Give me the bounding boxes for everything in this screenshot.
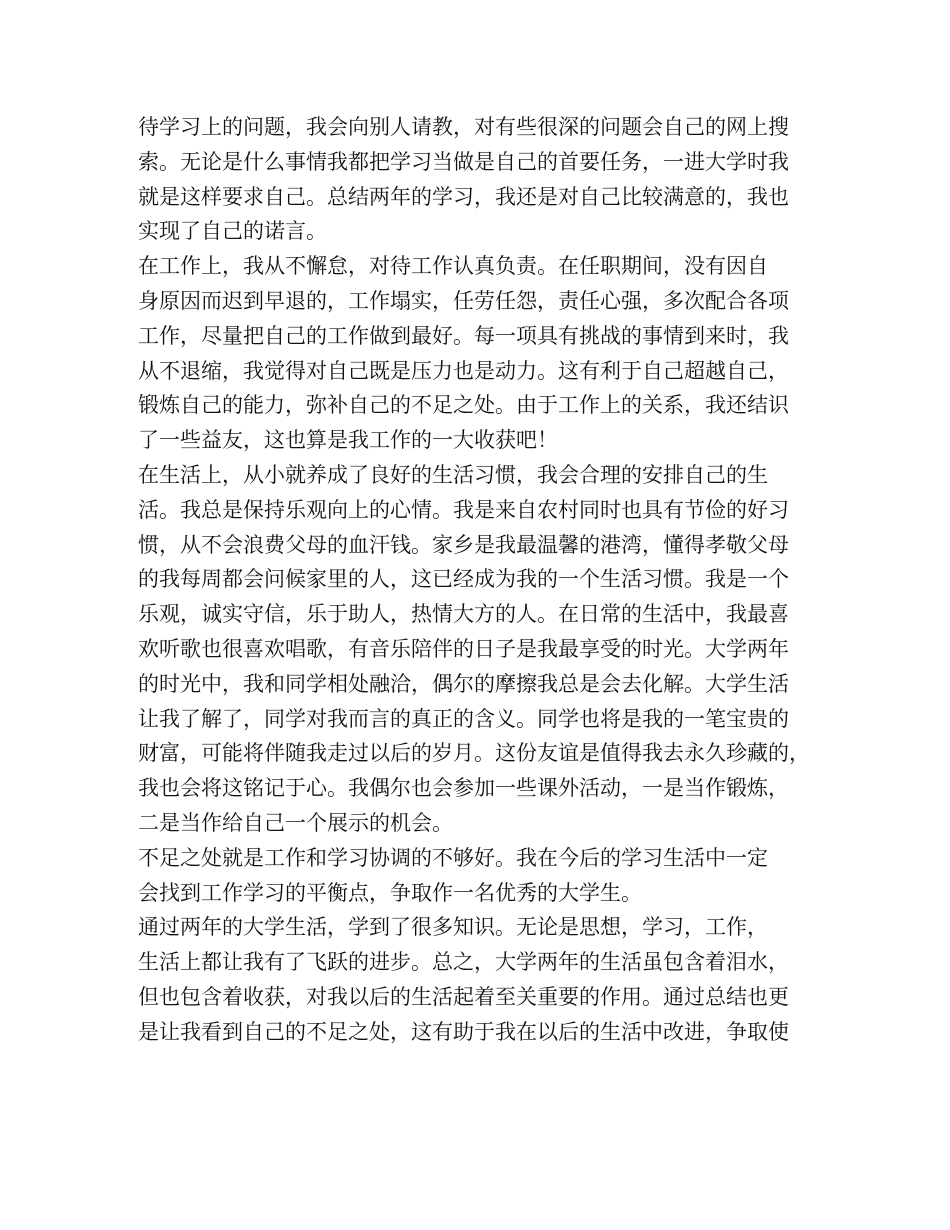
text-line: 实现了自己的诺言。 xyxy=(138,219,327,244)
text-line: 欢听歌也很喜欢唱歌，有音乐陪伴的日子是我最享受的时光。大学两年 xyxy=(138,636,789,661)
text-line: 生活上都让我有了飞跃的进步。总之，大学两年的生活虽包含着泪水， xyxy=(138,950,789,975)
text-line: 通过两年的大学生活，学到了很多知识。无论是思想，学习，工作， xyxy=(138,915,768,940)
text-line: 活。我总是保持乐观向上的心情。我是来自农村同时也具有节俭的好习 xyxy=(138,497,789,522)
document-body xyxy=(138,110,838,1050)
text-line: 我也会将这铭记于心。我偶尔也会参加一些课外活动，一是当作锻炼， xyxy=(138,776,789,801)
text-line: 就是这样要求自己。总结两年的学习，我还是对自己比较满意的，我也 xyxy=(138,184,789,209)
text-line: 待学习上的问题，我会向别人请教，对有些很深的问题会自己的网上搜 xyxy=(138,115,789,139)
text-line: 的我每周都会问候家里的人，这已经成为我的一个生活习惯。我是一个 xyxy=(138,567,789,592)
text-line: 身原因而迟到早退的，工作塌实，任劳任怨，责任心强，多次配合各项 xyxy=(138,288,789,313)
text-line: 的时光中，我和同学相处融洽，偶尔的摩擦我总是会去化解。大学生活 xyxy=(138,671,789,696)
text-line: 让我了解了，同学对我而言的真正的含义。同学也将是我的一笔宝贵的 xyxy=(138,706,789,731)
text-line: 财富，可能将伴随我走过以后的岁月。这份友谊是值得我去永久珍藏的， xyxy=(138,741,810,766)
text-line: 锻炼自己的能力，弥补自己的不足之处。由于工作上的关系，我还结识 xyxy=(138,393,789,418)
text-line: 但也包含着收获，对我以后的生活起着至关重要的作用。通过总结也更 xyxy=(138,984,789,1009)
text-line: 是让我看到自己的不足之处，这有助于我在以后的生活中改进，争取使 xyxy=(138,1019,789,1044)
text-line: 惯，从不会浪费父母的血汗钱。家乡是我最温馨的港湾，懂得孝敬父母 xyxy=(138,532,789,557)
text-line: 二是当作给自己一个展示的机会。 xyxy=(138,810,453,835)
text-line: 工作，尽量把自己的工作做到最好。每一项具有挑战的事情到来时，我 xyxy=(138,323,789,348)
text-line: 会找到工作学习的平衡点，争取作一名优秀的大学生。 xyxy=(138,880,642,905)
text-line: 了一些益友，这也算是我工作的一大收获吧！ xyxy=(138,428,558,453)
text-line: 在工作上，我从不懈怠，对待工作认真负责。在任职期间，没有因自 xyxy=(138,254,768,279)
text-line: 在生活上，从小就养成了良好的生活习惯，我会合理的安排自己的生 xyxy=(138,462,768,487)
text-line: 从不退缩，我觉得对自己既是压力也是动力。这有利于自己超越自己， xyxy=(138,358,789,383)
text-line: 乐观，诚实守信，乐于助人，热情大方的人。在日常的生活中，我最喜 xyxy=(138,602,789,627)
text-line: 不足之处就是工作和学习协调的不够好。我在今后的学习生活中一定 xyxy=(138,845,768,870)
text-line: 索。无论是什么事情我都把学习当做是自己的首要任务，一进大学时我 xyxy=(138,149,789,174)
